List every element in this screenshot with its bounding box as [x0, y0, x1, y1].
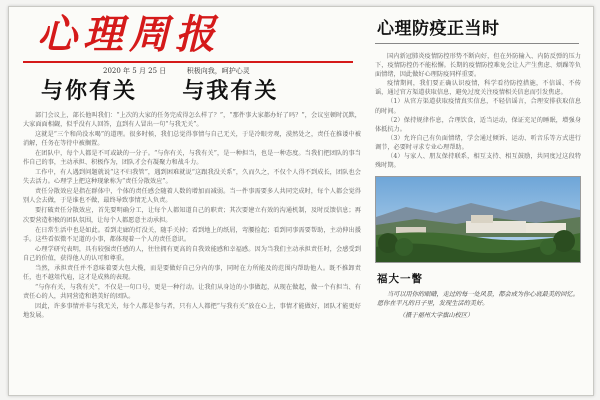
issue-date: 2020 年 5 月 25 日 [103, 67, 167, 75]
masthead-title: 心理周报 [37, 11, 221, 58]
article-paragraph: 这就是“三个和尚没水喝”的道理。很多时候，我们总觉得事情与自己无关，于是冷眼旁观，漠然处之，责任在推诿中被消解，任务在等待中被搁置。 [23, 131, 361, 148]
article-paragraph: 因此，许多事情并非与我无关，每个人都是参与者，只有人人都把“与我有关”放在心上，事情才能做好，团队才能更好地发展。 [23, 302, 361, 319]
article-paragraph: “与你有关，与我有关”，不仅是一句口号，更是一种行动。让我们从身边的小事做起，从现在做起，做一个有担当、有责任心的人，共同营造和谐美好的团队。 [23, 283, 361, 300]
photo-quote-source: （摄于福州大学旗山校区） [399, 312, 474, 320]
main-headline [41, 77, 361, 107]
article-paragraph: 责任分散效应是指在群体中，个体的责任感会随着人数的增加而减弱。当一件事需要多人共同完成时，每个人都会觉得别人会去做，于是谁也不做，最终导致事情无人负责。 [23, 188, 361, 205]
photo-caption-title: 福大一瞥 [377, 273, 423, 286]
sidebar-paragraph: （1）从官方渠道获取疫情真实信息，不轻信谣言，合理安排获取信息的时间。 [375, 98, 581, 115]
main-article [23, 77, 361, 387]
masthead-slogan: 积极向我，呵护心灵 [186, 67, 250, 75]
newspaper-page [8, 6, 594, 396]
headline-left: 与你有关 [41, 79, 138, 104]
campus-photo [375, 176, 581, 263]
sidebar-paragraph: （4）与家人、朋友保持联系，相互支持、相互鼓励，共同度过这段特殊时期。 [375, 153, 581, 170]
sidebar-paragraph: 国内新冠肺炎疫情防控形势不断向好，但在外防输入、内防反弹的压力下，疫情防控仍不能松懈。长期的疫情防控难免会让人产生焦虑、烦躁等负面情绪，因此做好心理防疫同样重要。 [375, 53, 581, 79]
article-paragraph: 要打破责任分散效应，首先要明确分工，让每个人都知道自己的职责；其次要建立有效的沟通机制，及时反馈信息；再次要营造积极的团队氛围，让每个人都愿意主动承担。 [23, 207, 361, 224]
sidebar-column [375, 17, 581, 389]
article-paragraph: 在日常生活中也是如此。看到走廊的灯没关，随手关掉；看到地上的纸屑，弯腰捡起；看到同事需要帮助，主动伸出援手。这些看似微不足道的小事，都体现着一个人的责任意识。 [23, 226, 361, 243]
photo-quote: 当可以用你的眼睛，走过的每一处风景，都会成为你心底最美的回忆。愿你在平凡的日子里，发现生活的美好。 [377, 291, 579, 308]
sidebar-paragraph: （2）保持规律作息，合理饮食，适当运动，保证充足的睡眠，增强身体抵抗力。 [375, 116, 581, 133]
sidebar-rule [375, 43, 579, 44]
article-paragraph: 部门会议上，部长他叫我们：“上次的大家的任务完成得怎么样了？”，“那件事大家都办好了吗？”，会议室顿时沉默，大家面面相觑，似乎没有人回答，直到有人冒出一句“与我无关”。 [23, 112, 361, 129]
sidebar-paragraph: （3）允许自己有负面情绪，学会通过倾诉、运动、听音乐等方式进行调节，必要时寻求专业心理帮助。 [375, 134, 581, 151]
article-paragraph: 当然，承担责任并不意味着要大包大揽，而是要做好自己分内的事，同时在力所能及的范围内帮助他人。既不推卸责任，也不越俎代庖，这才是成熟的表现。 [23, 264, 361, 281]
article-paragraph: 工作中，有人遇到问题就说“这不归我管”，遇到困难就说“这跟我没关系”，久而久之，不仅个人得不到成长，团队也会失去活力。心理学上把这种现象称为“责任分散效应”。 [23, 169, 361, 186]
article-paragraph: 心理学研究表明，具有较强责任感的人，往往拥有更高的自我效能感和幸福感。因为当我们主动承担责任时，会感受到自己的价值，获得他人的认可和尊重。 [23, 245, 361, 262]
sidebar-title: 心理防疫正当时 [377, 19, 500, 39]
headline-right: 与我有关 [182, 79, 279, 104]
campus-landscape-image [376, 177, 580, 262]
sidebar-paragraph: 疫情期间，我们要正确认识疫情，科学看待防控措施，不信谣、不传谣，通过官方渠道获取信息，避免过度关注疫情相关信息而引发焦虑。 [375, 80, 581, 97]
article-paragraph: 在团队中，每个人都是不可或缺的一分子。“与你有关，与我有关”，是一种担当，也是一种态度。当我们把团队的事当作自己的事，主动承担、积极作为，团队才会有凝聚力和战斗力。 [23, 150, 361, 167]
issue-line [103, 66, 250, 76]
masthead-rule [23, 61, 353, 63]
